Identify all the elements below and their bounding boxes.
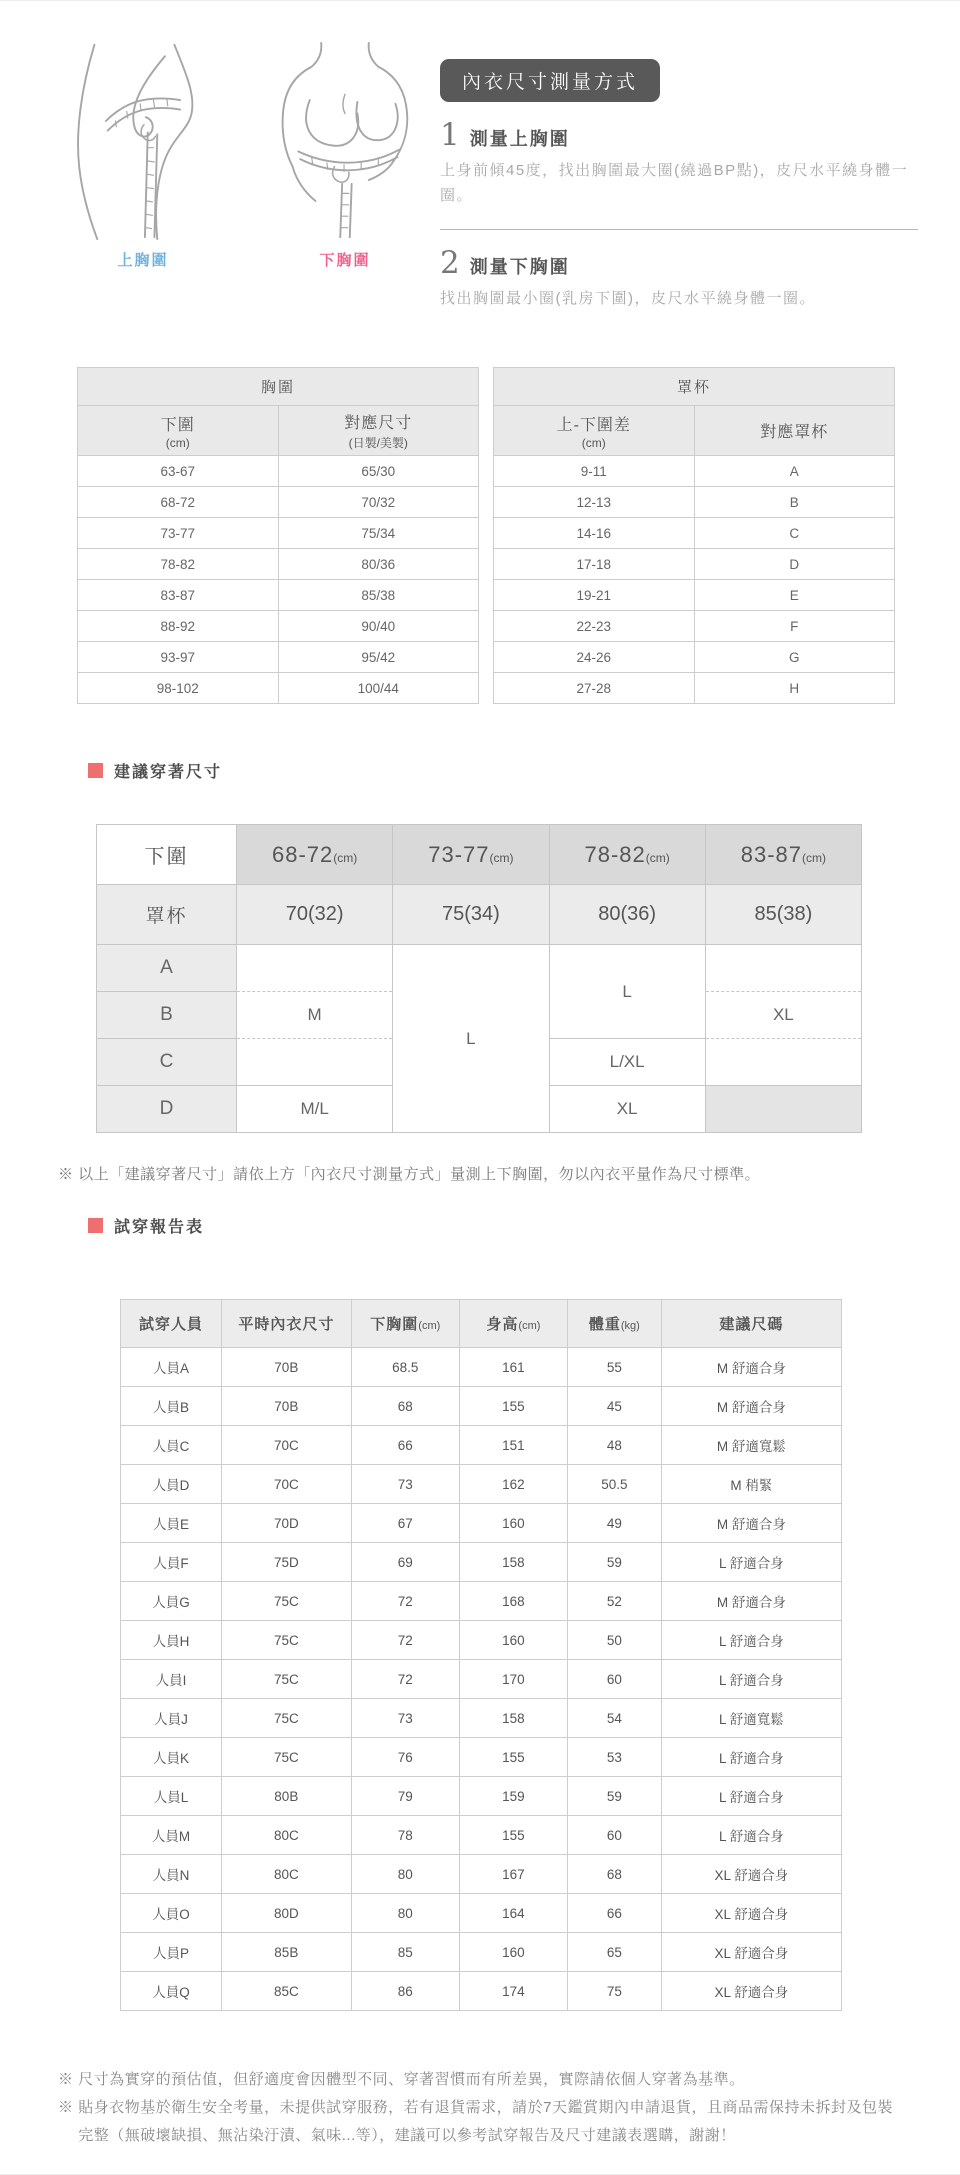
- mapped-size-cell: 65/30: [278, 456, 479, 487]
- column-header: 身高(cm): [459, 1300, 567, 1348]
- diff-range-cell: 12-13: [494, 487, 695, 518]
- table-row: [78, 487, 479, 518]
- height-cell: 164: [459, 1894, 567, 1933]
- mapped-size-cell: 75/34: [278, 518, 479, 549]
- underbust-cell: 78: [351, 1816, 459, 1855]
- recommend-size-table: [96, 824, 862, 1133]
- tester-cell: 人員E: [121, 1504, 222, 1543]
- suggested-size-cell: L 舒適合身: [661, 1621, 841, 1660]
- weight-cell: 54: [567, 1699, 661, 1738]
- band-range-cell: 83-87: [78, 580, 279, 611]
- tester-cell: 人員P: [121, 1933, 222, 1972]
- underbust-cell: 72: [351, 1582, 459, 1621]
- height-cell: 174: [459, 1972, 567, 2011]
- band-header: [549, 825, 705, 885]
- tester-cell: 人員M: [121, 1816, 222, 1855]
- usual-size-cell: 85B: [221, 1933, 351, 1972]
- tester-cell: 人員N: [121, 1855, 222, 1894]
- tester-cell: 人員G: [121, 1582, 222, 1621]
- band-range-cell: 78-82: [78, 549, 279, 580]
- rec-cell: XL: [705, 992, 861, 1039]
- underbust-cell: 67: [351, 1504, 459, 1543]
- suggested-size-cell: M 舒適合身: [661, 1582, 841, 1621]
- mapped-cup-cell: F: [694, 611, 895, 642]
- underbust-cell: 73: [351, 1699, 459, 1738]
- mapped-cup-cell: D: [694, 549, 895, 580]
- table-row: [78, 642, 479, 673]
- band-unit: (cm): [333, 850, 358, 865]
- height-cell: 162: [459, 1465, 567, 1504]
- footer-notes: [58, 2066, 902, 2173]
- usual-size-cell: 80B: [221, 1777, 351, 1816]
- upper-bust-label: 上胸圍: [117, 252, 169, 269]
- suggested-size-cell: L 舒適合身: [661, 1816, 841, 1855]
- section-title: 建議穿著尺寸: [114, 764, 223, 782]
- height-cell: 155: [459, 1738, 567, 1777]
- rec-cell-merged: L: [393, 945, 549, 1133]
- usual-size-cell: 75C: [221, 1582, 351, 1621]
- suggested-size-cell: L 舒適合身: [661, 1543, 841, 1582]
- band-unit: (cm): [489, 850, 514, 865]
- weight-cell: 59: [567, 1543, 661, 1582]
- upper-bust-measure-illustration: [48, 41, 238, 241]
- tester-cell: 人員L: [121, 1777, 222, 1816]
- usual-size-cell: 70B: [221, 1387, 351, 1426]
- band-range-cell: 93-97: [78, 642, 279, 673]
- step-upper-bust: [440, 117, 920, 209]
- mapped-cup-cell: G: [694, 642, 895, 673]
- step-number: 2: [440, 244, 460, 281]
- weight-cell: 49: [567, 1504, 661, 1543]
- weight-cell: 52: [567, 1582, 661, 1621]
- mapped-size-cell: 90/40: [278, 611, 479, 642]
- weight-cell: 50: [567, 1621, 661, 1660]
- rec-cell: L/XL: [549, 1039, 705, 1086]
- height-cell: 155: [459, 1816, 567, 1855]
- suggested-size-cell: L 舒適合身: [661, 1660, 841, 1699]
- step-description: 找出胸圍最小圈(乳房下圍)，皮尺水平繞身體一圈。: [440, 289, 816, 307]
- band-header: [393, 825, 549, 885]
- fitting-row: [121, 1816, 842, 1855]
- table-row: [494, 487, 895, 518]
- fitting-heading: [88, 1214, 960, 1237]
- return-policy-note: ※ 貼身衣物基於衛生安全考量，未提供試穿服務，若有退貨需求，請於7天鑑賞期內申請退貨，且商品需保持未拆封及包裝完整（無破壞缺損、無沾染汙漬、氣味...等），建議可以參考試穿報告及尺寸建議表選購，謝謝！: [58, 2099, 894, 2144]
- column-header: [78, 406, 279, 456]
- disclaimer-note: ※ 尺寸為實穿的預估值，但舒適度會因體型不同、穿著習慣而有所差異，實際請依個人穿著為基準。: [58, 2071, 745, 2089]
- band-range-cell: 68-72: [78, 487, 279, 518]
- table-row: [78, 580, 479, 611]
- band-range-cell: 88-92: [78, 611, 279, 642]
- fitting-row: [121, 1738, 842, 1777]
- suggested-size-cell: L 舒適寬鬆: [661, 1699, 841, 1738]
- band-range-cell: 98-102: [78, 673, 279, 704]
- height-cell: 158: [459, 1543, 567, 1582]
- fitting-row: [121, 1504, 842, 1543]
- height-cell: 155: [459, 1387, 567, 1426]
- band-size: 83-87: [740, 841, 803, 867]
- suggested-size-cell: XL 舒適合身: [661, 1933, 841, 1972]
- suggested-size-cell: XL 舒適合身: [661, 1855, 841, 1894]
- tester-cell: 人員Q: [121, 1972, 222, 2011]
- measurement-steps: [440, 41, 920, 311]
- weight-cell: 59: [567, 1777, 661, 1816]
- jp-size-cell: 70(32): [237, 885, 393, 945]
- rec-cell: [237, 945, 393, 992]
- jp-size-cell: 75(34): [393, 885, 549, 945]
- column-header: 平時內衣尺寸: [221, 1300, 351, 1348]
- tester-cell: 人員B: [121, 1387, 222, 1426]
- diff-range-cell: 19-21: [494, 580, 695, 611]
- column-unit: (cm): [165, 435, 190, 450]
- underbust-cell: 79: [351, 1777, 459, 1816]
- usual-size-cell: 75C: [221, 1621, 351, 1660]
- column-header: 建議尺碼: [661, 1300, 841, 1348]
- cup-label: D: [97, 1086, 237, 1133]
- fitting-report-section: [0, 1214, 960, 2011]
- cup-label: A: [97, 945, 237, 992]
- weight-cell: 66: [567, 1894, 661, 1933]
- fitting-row: [121, 1387, 842, 1426]
- underbust-cell: 76: [351, 1738, 459, 1777]
- tester-cell: 人員A: [121, 1348, 222, 1387]
- usual-size-cell: 70C: [221, 1426, 351, 1465]
- mapped-cup-cell: H: [694, 673, 895, 704]
- upper-bust-figure: [48, 41, 238, 270]
- rec-cell-merged: L: [549, 945, 705, 1039]
- step-title: 測量下胸圍: [469, 256, 570, 277]
- height-cell: 158: [459, 1699, 567, 1738]
- cup-row-label: 罩杯: [97, 885, 237, 945]
- step-number: 1: [440, 117, 460, 153]
- usual-size-cell: 75C: [221, 1738, 351, 1777]
- underbust-cell: 73: [351, 1465, 459, 1504]
- usual-size-cell: 70C: [221, 1465, 351, 1504]
- suggested-size-cell: XL 舒適合身: [661, 1972, 841, 2011]
- column-header: [694, 406, 895, 456]
- height-cell: 159: [459, 1777, 567, 1816]
- weight-cell: 55: [567, 1348, 661, 1387]
- suggested-size-cell: M 舒適合身: [661, 1387, 841, 1426]
- height-cell: 161: [459, 1348, 567, 1387]
- height-cell: 170: [459, 1660, 567, 1699]
- usual-size-cell: 75C: [221, 1699, 351, 1738]
- height-cell: 160: [459, 1621, 567, 1660]
- height-cell: 151: [459, 1426, 567, 1465]
- fitting-row: [121, 1972, 842, 2011]
- mapped-size-cell: 100/44: [278, 673, 479, 704]
- column-label: 上-下圍差: [556, 416, 631, 434]
- table-row: [78, 456, 479, 487]
- mapped-cup-cell: B: [694, 487, 895, 518]
- underbust-cell: 68: [351, 1387, 459, 1426]
- usual-size-cell: 70B: [221, 1348, 351, 1387]
- tester-cell: 人員C: [121, 1426, 222, 1465]
- mapped-size-cell: 85/38: [278, 580, 479, 611]
- tester-cell: 人員H: [121, 1621, 222, 1660]
- diff-range-cell: 24-26: [494, 642, 695, 673]
- fitting-row: [121, 1855, 842, 1894]
- jp-size-cell: 80(36): [549, 885, 705, 945]
- band-size: 73-77: [428, 841, 490, 867]
- rec-cell: [705, 945, 861, 992]
- column-unit: (cm): [581, 435, 606, 450]
- table-row: [494, 456, 895, 487]
- mapped-size-cell: 70/32: [278, 487, 479, 518]
- weight-cell: 50.5: [567, 1465, 661, 1504]
- table-row: [494, 580, 895, 611]
- fitting-row: [121, 1894, 842, 1933]
- column-label: 對應罩杯: [760, 424, 829, 442]
- step-title: 測量上胸圍: [469, 129, 570, 149]
- band-header: [705, 825, 861, 885]
- tester-cell: 人員D: [121, 1465, 222, 1504]
- section-bullet-icon: [88, 763, 103, 778]
- table-row: [78, 549, 479, 580]
- height-cell: 160: [459, 1504, 567, 1543]
- underbust-cell: 80: [351, 1894, 459, 1933]
- usual-size-cell: 80C: [221, 1855, 351, 1894]
- usual-size-cell: 85C: [221, 1972, 351, 2011]
- step-divider: [440, 229, 918, 230]
- weight-cell: 48: [567, 1426, 661, 1465]
- cup-table-title: 罩杯: [494, 368, 895, 406]
- underbust-cell: 85: [351, 1933, 459, 1972]
- recommend-heading: [88, 759, 960, 782]
- illustrations: [0, 41, 440, 270]
- mapped-size-cell: 80/36: [278, 549, 479, 580]
- measurement-guide-section: [0, 41, 960, 311]
- fitting-row: [121, 1348, 842, 1387]
- column-header: [278, 406, 479, 456]
- suggested-size-cell: XL 舒適合身: [661, 1894, 841, 1933]
- rec-cell: XL: [549, 1086, 705, 1133]
- recommend-note: ※ 以上「建議穿著尺寸」請依上方「內衣尺寸測量方式」量測上下胸圍，勿以內衣平量作為尺寸標準。: [58, 1166, 761, 1184]
- column-label: 對應尺寸: [344, 415, 413, 433]
- table-row: [78, 518, 479, 549]
- tester-cell: 人員O: [121, 1894, 222, 1933]
- fitting-report-table: [120, 1299, 842, 2011]
- under-bust-measure-illustration: [250, 41, 440, 241]
- rec-cell: M/L: [237, 1086, 393, 1133]
- fitting-row: [121, 1699, 842, 1738]
- column-header: [494, 406, 695, 456]
- table-row: [78, 611, 479, 642]
- underbust-cell: 80: [351, 1855, 459, 1894]
- weight-cell: 75: [567, 1972, 661, 2011]
- band-size: 68-72: [271, 841, 334, 867]
- usual-size-cell: 80C: [221, 1816, 351, 1855]
- cup-label: B: [97, 992, 237, 1039]
- measurement-guide-badge: 內衣尺寸測量方式: [440, 59, 660, 102]
- cup-label: C: [97, 1039, 237, 1086]
- cup-size-table: [493, 367, 895, 704]
- suggested-size-cell: M 舒適寬鬆: [661, 1426, 841, 1465]
- usual-size-cell: 80D: [221, 1894, 351, 1933]
- tester-cell: 人員I: [121, 1660, 222, 1699]
- weight-cell: 68: [567, 1855, 661, 1894]
- under-bust-label: 下胸圍: [319, 252, 371, 269]
- column-header: 下胸圍(cm): [351, 1300, 459, 1348]
- fitting-row: [121, 1543, 842, 1582]
- height-cell: 168: [459, 1582, 567, 1621]
- underbust-cell: 68.5: [351, 1348, 459, 1387]
- fitting-row: [121, 1621, 842, 1660]
- under-bust-figure: [250, 41, 440, 270]
- height-cell: 160: [459, 1933, 567, 1972]
- usual-size-cell: 75D: [221, 1543, 351, 1582]
- band-range-cell: 63-67: [78, 456, 279, 487]
- step-under-bust: [440, 244, 920, 312]
- weight-cell: 60: [567, 1660, 661, 1699]
- mapped-size-cell: 95/42: [278, 642, 479, 673]
- suggested-size-cell: L 舒適合身: [661, 1738, 841, 1777]
- mapped-cup-cell: C: [694, 518, 895, 549]
- suggested-size-cell: M 舒適合身: [661, 1504, 841, 1543]
- rec-cell: [705, 1039, 861, 1086]
- suggested-size-cell: L 舒適合身: [661, 1777, 841, 1816]
- bust-table-title: 胸圍: [78, 368, 479, 406]
- suggested-size-cell: M 舒適合身: [661, 1348, 841, 1387]
- tester-cell: 人員K: [121, 1738, 222, 1777]
- band-size: 78-82: [584, 841, 646, 867]
- corner-cell: 下圍: [97, 825, 237, 885]
- column-header: 體重(kg): [567, 1300, 661, 1348]
- table-row: [494, 518, 895, 549]
- usual-size-cell: 75C: [221, 1660, 351, 1699]
- rec-cell: M: [237, 992, 393, 1039]
- conversion-tables-section: [77, 367, 960, 704]
- table-row: [494, 611, 895, 642]
- band-unit: (cm): [802, 850, 827, 865]
- usual-size-cell: 70D: [221, 1504, 351, 1543]
- fitting-row: [121, 1660, 842, 1699]
- column-header: 試穿人員: [121, 1300, 222, 1348]
- mapped-cup-cell: E: [694, 580, 895, 611]
- suggested-size-cell: M 稍緊: [661, 1465, 841, 1504]
- fitting-row: [121, 1426, 842, 1465]
- table-row: [494, 549, 895, 580]
- underbust-cell: 66: [351, 1426, 459, 1465]
- step-description: 上身前傾45度，找出胸圍最大圈(繞過BP點)，皮尺水平繞身體一圈。: [440, 162, 909, 204]
- weight-cell: 45: [567, 1387, 661, 1426]
- diff-range-cell: 22-23: [494, 611, 695, 642]
- section-bullet-icon: [88, 1218, 103, 1233]
- diff-range-cell: 9-11: [494, 456, 695, 487]
- rec-cell: [237, 1039, 393, 1086]
- mapped-cup-cell: A: [694, 456, 895, 487]
- table-row: [78, 673, 479, 704]
- underbust-cell: 69: [351, 1543, 459, 1582]
- fitting-row: [121, 1465, 842, 1504]
- band-header: [237, 825, 393, 885]
- fitting-row: [121, 1933, 842, 1972]
- height-cell: 167: [459, 1855, 567, 1894]
- weight-cell: 53: [567, 1738, 661, 1777]
- table-row: [494, 673, 895, 704]
- diff-range-cell: 17-18: [494, 549, 695, 580]
- underbust-cell: 72: [351, 1621, 459, 1660]
- fitting-row: [121, 1777, 842, 1816]
- weight-cell: 65: [567, 1933, 661, 1972]
- underbust-cell: 86: [351, 1972, 459, 2011]
- column-label: 下圍: [160, 416, 195, 434]
- fitting-header-row: [121, 1300, 842, 1348]
- rec-cell-unavailable: [705, 1086, 861, 1133]
- table-row: [494, 642, 895, 673]
- band-range-cell: 73-77: [78, 518, 279, 549]
- section-title: 試穿報告表: [114, 1219, 205, 1237]
- tester-cell: 人員F: [121, 1543, 222, 1582]
- recommend-section: [0, 759, 960, 1184]
- column-unit: (日製/美製): [348, 436, 408, 451]
- diff-range-cell: 14-16: [494, 518, 695, 549]
- fitting-row: [121, 1582, 842, 1621]
- underbust-cell: 72: [351, 1660, 459, 1699]
- weight-cell: 60: [567, 1816, 661, 1855]
- bust-size-table: [77, 367, 479, 704]
- diff-range-cell: 27-28: [494, 673, 695, 704]
- jp-size-cell: 85(38): [705, 885, 861, 945]
- band-unit: (cm): [645, 850, 670, 865]
- tester-cell: 人員J: [121, 1699, 222, 1738]
